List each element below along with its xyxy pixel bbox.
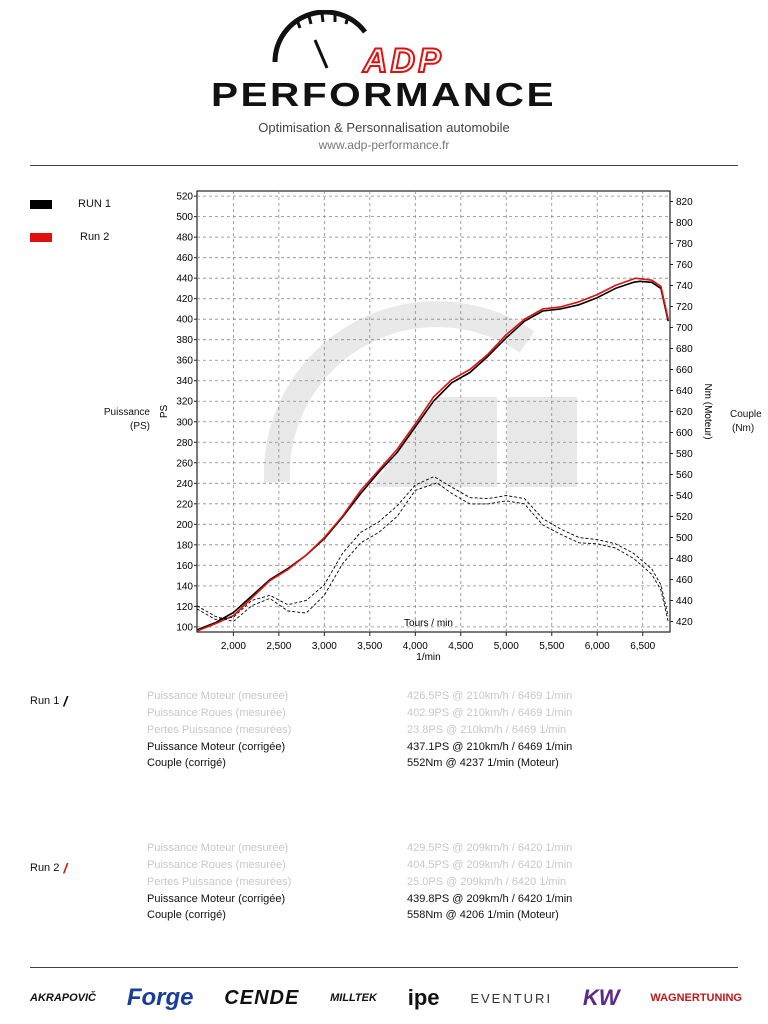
sponsor-akrapovic-logo: AKRAPOVIČ: [30, 992, 97, 1004]
result-value: 23.8PS @ 210km/h / 6469 1/min: [407, 724, 567, 736]
y-right-tick-label: 420: [676, 617, 693, 628]
left-side-label-line1: Puissance: [103, 407, 150, 418]
result-row: [147, 757, 747, 774]
footer-divider: [30, 967, 738, 968]
run1-label: [30, 693, 67, 709]
y-tick-label: 360: [176, 355, 193, 367]
x-tick-label: 6,000: [584, 641, 610, 652]
sponsor-bar: [30, 978, 742, 1018]
sponsor-cende-logo: CENDE: [224, 986, 300, 1009]
y-tick-label: 440: [176, 273, 193, 285]
y-right-tick-label: 740: [676, 281, 693, 292]
y-right-tick-label: 540: [676, 491, 693, 502]
y-right-tick-label: 720: [676, 302, 693, 313]
result-label: Couple (corrigé): [147, 757, 226, 769]
y-right-tick-label: 600: [676, 428, 693, 439]
result-value: 439.8PS @ 209km/h / 6420 1/min: [407, 893, 573, 905]
x-tick-label: 3,500: [357, 641, 383, 652]
y-tick-label: 160: [176, 560, 193, 572]
sponsor-wagnertuning-logo: WAGNERTUNING: [650, 992, 742, 1004]
x-tick-label: 3,000: [311, 641, 337, 652]
sponsor-eventuri-logo: EVENTURI: [470, 990, 553, 1006]
y-tick-label: 460: [176, 253, 193, 265]
y-right-axis-title: Nm (Moteur): [702, 383, 713, 440]
brand-short: ADP: [363, 42, 444, 80]
y-right-tick-label: 680: [676, 344, 693, 355]
x-axis-title: Tours / min: [404, 618, 453, 629]
result-label: Puissance Moteur (corrigée): [147, 893, 286, 905]
result-row: [147, 893, 747, 910]
run2-label: [30, 860, 67, 876]
y-tick-label: 300: [176, 417, 193, 429]
result-row: [147, 741, 747, 758]
tagline: Optimisation & Personnalisation automobile: [258, 120, 510, 135]
y-tick-label: 480: [176, 232, 193, 244]
result-row: [147, 707, 747, 724]
y-right-tick-label: 640: [676, 386, 693, 397]
y-tick-label: 420: [176, 294, 193, 306]
y-right-tick-label: 800: [676, 218, 693, 229]
run1-label-text: Run 1: [30, 695, 60, 707]
y-tick-label: 180: [176, 540, 193, 552]
y-tick-label: 120: [176, 601, 193, 613]
x-tick-label: 2,500: [266, 641, 292, 652]
result-row: [147, 842, 747, 859]
result-value: 404.5PS @ 209km/h / 6420 1/min: [407, 859, 573, 871]
y-tick-label: 500: [176, 212, 193, 224]
y-right-tick-label: 700: [676, 323, 693, 334]
x-tick-label: 2,000: [220, 641, 246, 652]
y-tick-label: 280: [176, 437, 193, 449]
legend-label-run2: Run 2: [80, 231, 110, 243]
result-value: 426.5PS @ 210km/h / 6469 1/min: [407, 690, 573, 702]
result-row: [147, 690, 747, 707]
sponsor-forge-logo: Forge: [126, 984, 194, 1011]
result-label: Puissance Roues (mesurée): [147, 859, 286, 871]
y-right-tick-label: 660: [676, 365, 693, 376]
sponsor-ipe-logo: ipe: [407, 985, 440, 1010]
result-value: 402.9PS @ 210km/h / 6469 1/min: [407, 707, 573, 719]
y-tick-label: 260: [176, 458, 193, 470]
x-axis-unit: 1/min: [416, 652, 441, 663]
result-row: [147, 859, 747, 876]
result-label: Puissance Moteur (mesurée): [147, 690, 289, 702]
sponsor-kw-logo: KW: [582, 985, 620, 1010]
website-url: www.adp-performance.fr: [318, 138, 450, 152]
run2-label-text: Run 2: [30, 862, 60, 874]
x-tick-label: 6,500: [630, 641, 656, 652]
x-tick-label: 5,000: [493, 641, 519, 652]
sponsor-milltek-logo: MILLTEK: [330, 992, 377, 1004]
y-tick-label: 200: [176, 519, 193, 531]
brand-main: PERFORMANCE: [211, 76, 556, 113]
x-tick-label: 4,000: [402, 641, 428, 652]
y-tick-label: 340: [176, 376, 193, 388]
y-right-tick-label: 440: [676, 596, 693, 607]
y-right-tick-label: 460: [676, 575, 693, 586]
right-side-label-line1: Couple: [730, 409, 762, 420]
result-value: 25.0PS @ 209km/h / 6420 1/min: [407, 876, 567, 888]
result-label: Couple (corrigé): [147, 909, 226, 921]
run2-slash-icon: /: [63, 860, 68, 876]
x-tick-label: 4,500: [448, 641, 474, 652]
run1-slash-icon: /: [63, 693, 68, 709]
y-right-tick-label: 820: [676, 197, 693, 208]
y-right-tick-label: 560: [676, 470, 693, 481]
result-row: [147, 876, 747, 893]
y-right-tick-label: 760: [676, 260, 693, 271]
result-label: Puissance Roues (mesurée): [147, 707, 286, 719]
result-value: 437.1PS @ 210km/h / 6469 1/min: [407, 741, 573, 753]
result-label: Puissance Moteur (mesurée): [147, 842, 289, 854]
result-value: 429.5PS @ 209km/h / 6420 1/min: [407, 842, 573, 854]
left-side-label-line2: (PS): [130, 421, 150, 432]
y-tick-label: 520: [176, 191, 193, 203]
y-tick-label: 240: [176, 478, 193, 490]
y-tick-label: 400: [176, 314, 193, 326]
result-label: Pertes Puissance (mesurées): [147, 876, 292, 888]
legend-label-run1: RUN 1: [78, 198, 112, 210]
right-side-label-line2: (Nm): [732, 423, 755, 434]
y-tick-label: 100: [176, 622, 193, 634]
y-right-tick-label: 520: [676, 512, 693, 523]
y-right-tick-label: 580: [676, 449, 693, 460]
result-label: Puissance Moteur (corrigée): [147, 741, 286, 753]
y-tick-label: 140: [176, 581, 193, 593]
result-row: [147, 724, 747, 741]
x-tick-label: 5,500: [539, 641, 565, 652]
y-right-tick-label: 620: [676, 407, 693, 418]
y-tick-label: 320: [176, 396, 193, 408]
y-right-tick-label: 500: [676, 533, 693, 544]
y-tick-label: 380: [176, 335, 193, 347]
y-axis-title: PS: [159, 404, 170, 419]
y-tick-label: 220: [176, 499, 193, 511]
result-row: [147, 909, 747, 926]
result-value: 558Nm @ 4206 1/min (Moteur): [407, 909, 559, 921]
result-label: Pertes Puissance (mesurées): [147, 724, 292, 736]
y-right-tick-label: 480: [676, 554, 693, 565]
result-value: 552Nm @ 4237 1/min (Moteur): [407, 757, 559, 769]
y-right-tick-label: 780: [676, 239, 693, 250]
